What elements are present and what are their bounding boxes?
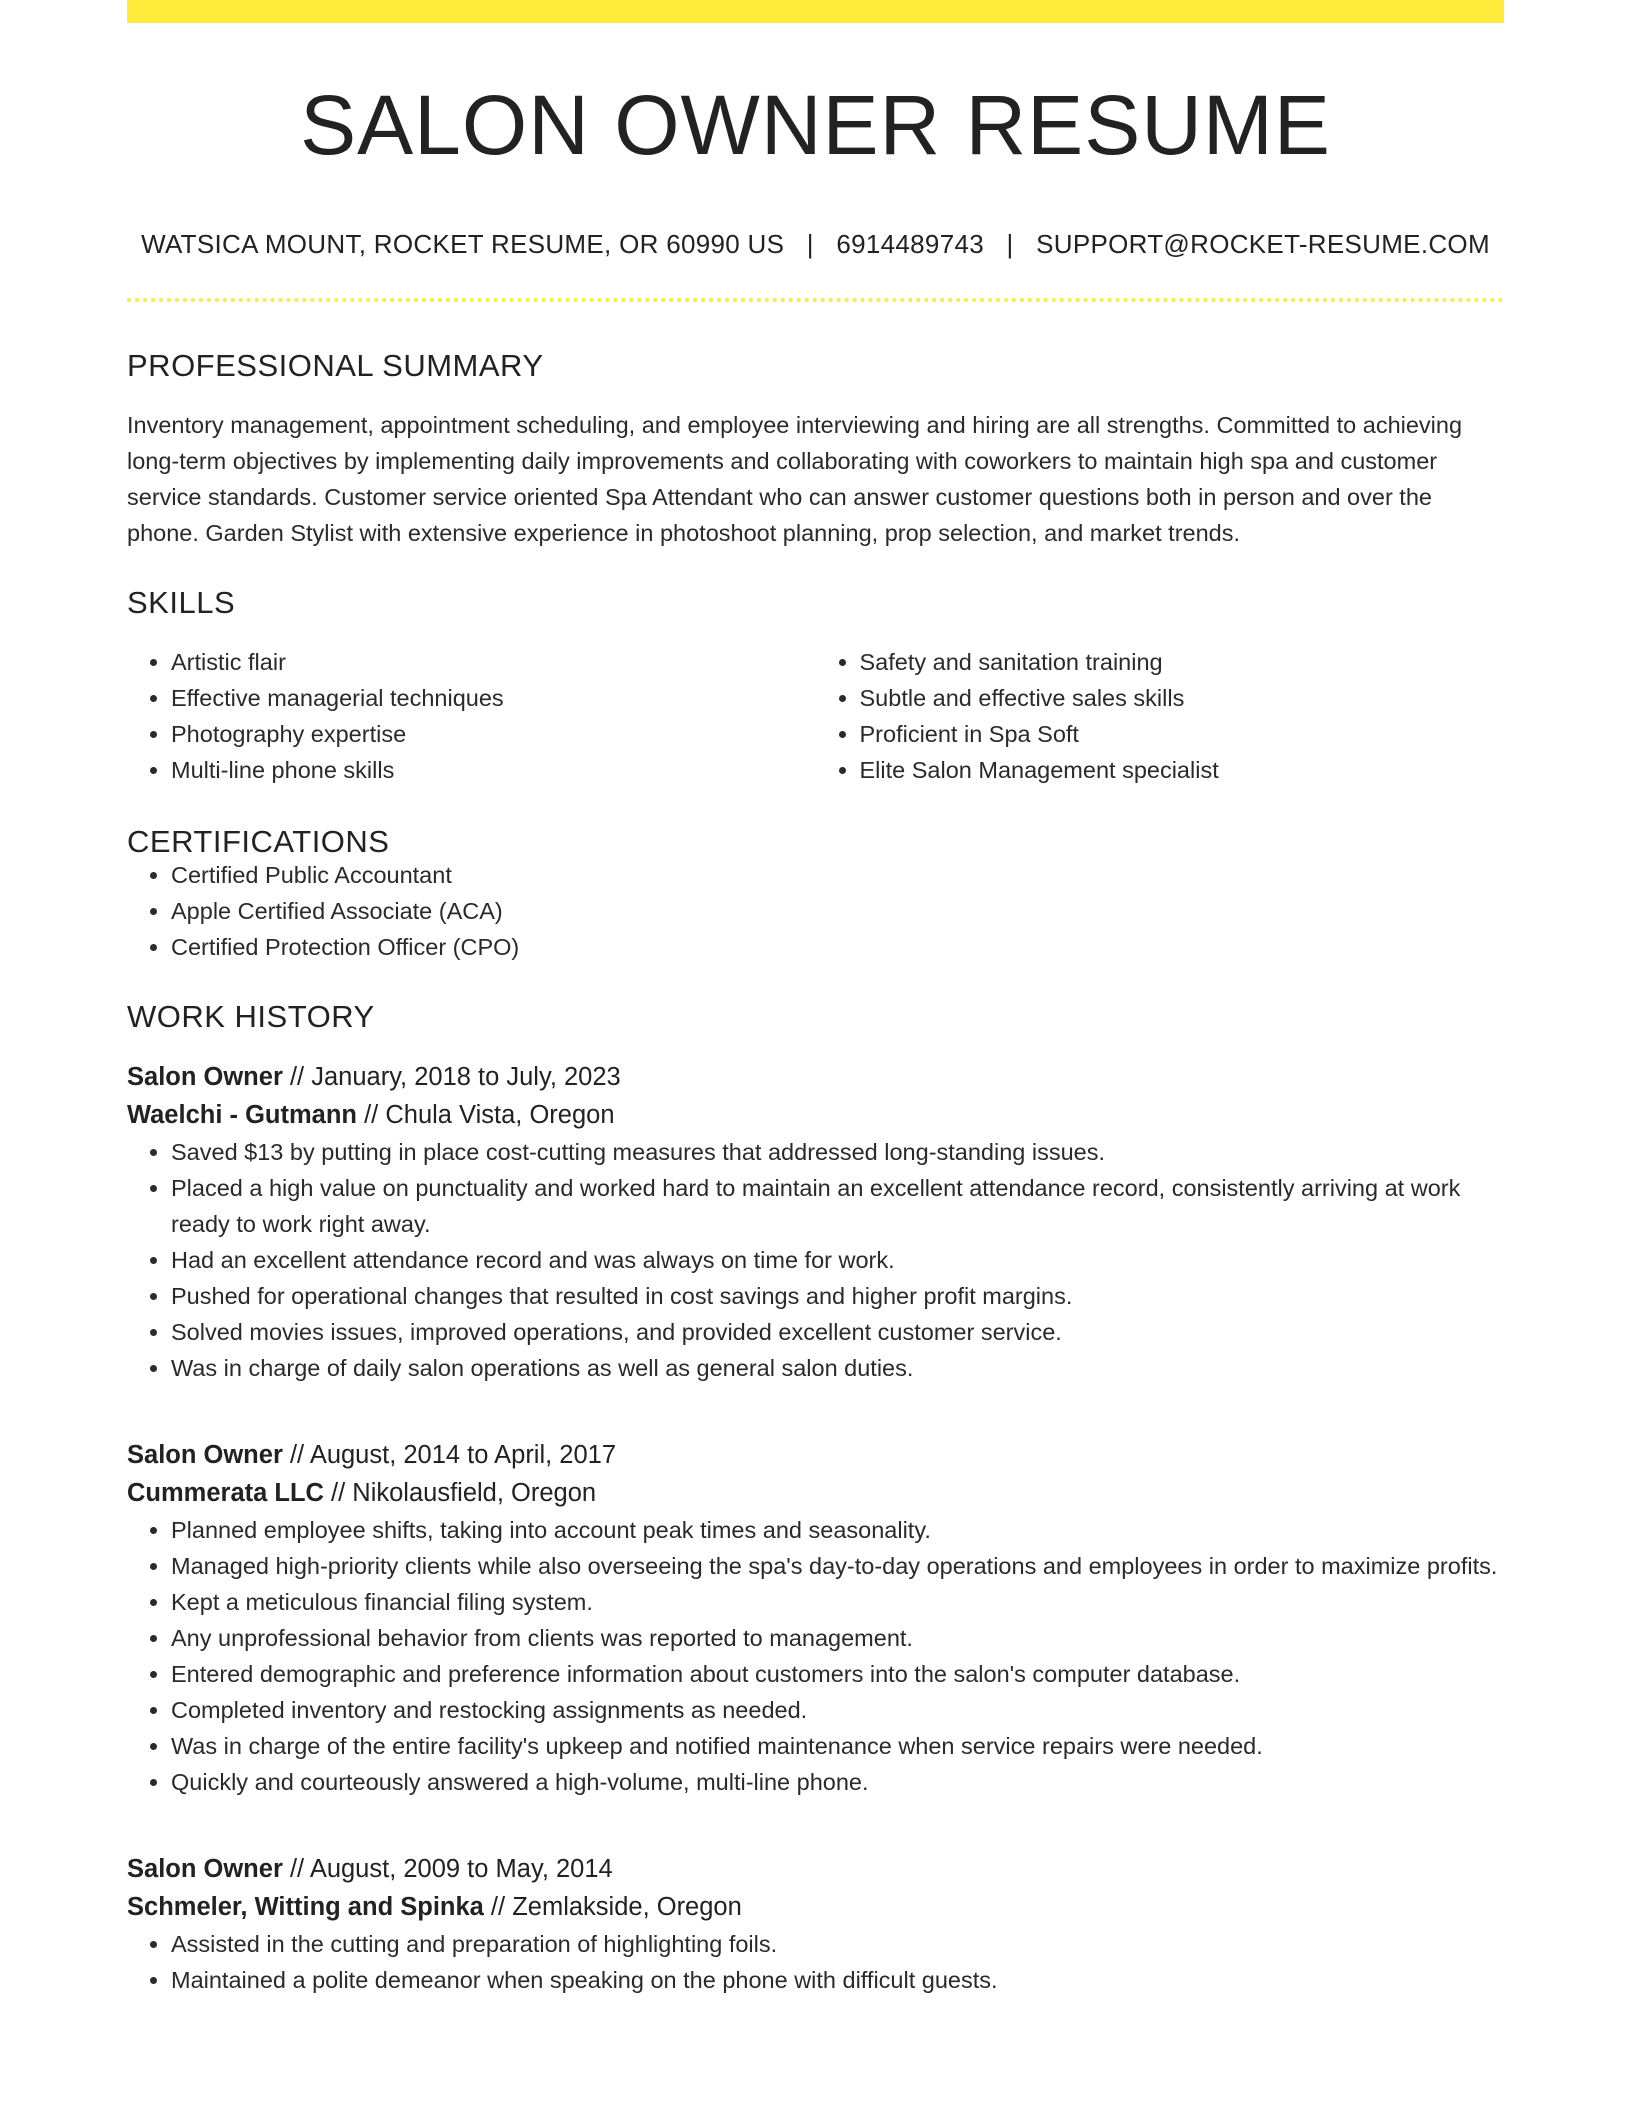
job-bullet: • Maintained a polite demeanor when speaking on the phone with difficult guests. bbox=[171, 1962, 1504, 1998]
skills-grid bbox=[127, 644, 1504, 788]
skill-item: • Photography expertise bbox=[171, 716, 816, 752]
job-location: Chula Vista, Oregon bbox=[385, 1101, 615, 1129]
job-divider: // bbox=[323, 1479, 353, 1507]
job-divider: // bbox=[357, 1101, 386, 1129]
job-dates: August, 2009 to May, 2014 bbox=[309, 1855, 613, 1883]
job-dates: August, 2014 to April, 2017 bbox=[309, 1441, 617, 1469]
summary-text: Inventory management, appointment scheduling, and employee interviewing and hiring are all strengths. Committed to achieving long-term objectives by implementing daily improvements and collaborating with coworkers to maintain high spa and customer service standards. Customer service oriented Spa Attendant who can answer customer questions both in person and over the phone. Garden Stylist with extensive experience in photoshoot planning, prop selection, and market trends. bbox=[127, 412, 1463, 546]
job-bullet: • Planned employee shifts, taking into account peak times and seasonality. bbox=[171, 1512, 1504, 1548]
job-bullet: • Placed a high value on punctuality and worked hard to maintain an excellent attendance record, consistently arriving at work ready to work right away. bbox=[171, 1170, 1504, 1242]
skill-item: • Subtle and effective sales skills bbox=[860, 680, 1505, 716]
skill-item: • Elite Salon Management specialist bbox=[860, 752, 1505, 788]
job-divider: // bbox=[282, 1441, 310, 1469]
job-bullet: • Quickly and courteously answered a high-volume, multi-line phone. bbox=[171, 1764, 1504, 1800]
certifications-heading: CERTIFICATIONS bbox=[127, 824, 390, 859]
job-bullet: • Completed inventory and restocking assignments as needed. bbox=[171, 1692, 1504, 1728]
job-bullets bbox=[127, 1926, 1504, 1998]
job-role: Salon Owner bbox=[127, 1441, 283, 1469]
skills-list-left bbox=[127, 644, 816, 788]
job-role-line bbox=[127, 1058, 1504, 1096]
skill-item: • Artistic flair bbox=[171, 644, 816, 680]
job-role: Salon Owner bbox=[127, 1063, 283, 1091]
certification-item: • Certified Protection Officer (CPO) bbox=[171, 929, 1504, 965]
job-company: Waelchi - Gutmann bbox=[127, 1101, 357, 1129]
job-entry bbox=[127, 1436, 1504, 1800]
job-bullet: • Was in charge of the entire facility's upkeep and notified maintenance when service repairs were needed. bbox=[171, 1728, 1504, 1764]
job-role-line bbox=[127, 1436, 1504, 1474]
job-bullet: • Pushed for operational changes that resulted in cost savings and higher profit margins. bbox=[171, 1278, 1504, 1314]
job-bullet: • Saved $13 by putting in place cost-cutting measures that addressed long-standing issues. bbox=[171, 1134, 1504, 1170]
job-entry bbox=[127, 1850, 1504, 1998]
contact-separator: | bbox=[1006, 229, 1014, 259]
skill-item: • Safety and sanitation training bbox=[860, 644, 1505, 680]
job-divider: // bbox=[282, 1855, 310, 1883]
skills-heading: SKILLS bbox=[127, 585, 236, 620]
job-bullet: • Had an excellent attendance record and was always on time for work. bbox=[171, 1242, 1504, 1278]
skill-item: • Proficient in Spa Soft bbox=[860, 716, 1505, 752]
job-entry bbox=[127, 1058, 1504, 1386]
job-bullet: • Entered demographic and preference information about customers into the salon's computer database. bbox=[171, 1656, 1504, 1692]
top-accent-bar bbox=[127, 0, 1504, 23]
job-bullet: • Assisted in the cutting and preparation of highlighting foils. bbox=[171, 1926, 1504, 1962]
header-divider bbox=[127, 298, 1504, 302]
job-location: Zemlakside, Oregon bbox=[512, 1893, 742, 1921]
skill-item: • Effective managerial techniques bbox=[171, 680, 816, 716]
job-company-line bbox=[127, 1888, 1504, 1926]
job-bullet: • Solved movies issues, improved operations, and provided excellent customer service. bbox=[171, 1314, 1504, 1350]
skill-item: • Multi-line phone skills bbox=[171, 752, 816, 788]
job-divider: // bbox=[483, 1893, 513, 1921]
job-bullet: • Managed high-priority clients while also overseeing the spa's day-to-day operations and employees in order to maximize profits. bbox=[171, 1548, 1504, 1584]
work-history-heading: WORK HISTORY bbox=[127, 999, 375, 1034]
certification-item: • Certified Public Accountant bbox=[171, 857, 1504, 893]
skills-list-right bbox=[816, 644, 1505, 788]
job-role-line bbox=[127, 1850, 1504, 1888]
job-bullet: • Kept a meticulous financial filing system. bbox=[171, 1584, 1504, 1620]
job-company: Cummerata LLC bbox=[127, 1479, 324, 1507]
job-role: Salon Owner bbox=[127, 1855, 283, 1883]
job-company-line bbox=[127, 1096, 1504, 1134]
contact-phone[interactable]: 6914489743 bbox=[836, 229, 984, 259]
resume-page bbox=[127, 0, 1504, 1998]
job-bullet: • Was in charge of daily salon operations as well as general salon duties. bbox=[171, 1350, 1504, 1386]
job-divider: // bbox=[282, 1063, 312, 1091]
job-company-line bbox=[127, 1474, 1504, 1512]
job-bullet: • Any unprofessional behavior from clients was reported to management. bbox=[171, 1620, 1504, 1656]
contact-address: WATSICA MOUNT, ROCKET RESUME, OR 60990 US bbox=[141, 229, 785, 259]
resume-title: SALON OWNER RESUME bbox=[300, 78, 1331, 172]
certifications-list bbox=[127, 857, 1504, 965]
summary-heading: PROFESSIONAL SUMMARY bbox=[127, 348, 544, 383]
job-bullets bbox=[127, 1134, 1504, 1386]
contact-email[interactable]: SUPPORT@ROCKET-RESUME.COM bbox=[1036, 229, 1490, 259]
contact-separator: | bbox=[806, 229, 814, 259]
job-location: Nikolausfield, Oregon bbox=[352, 1479, 597, 1507]
contact-line bbox=[127, 229, 1504, 260]
job-company: Schmeler, Witting and Spinka bbox=[127, 1893, 484, 1921]
certification-item: • Apple Certified Associate (ACA) bbox=[171, 893, 1504, 929]
job-bullets bbox=[127, 1512, 1504, 1800]
job-dates: January, 2018 to July, 2023 bbox=[311, 1063, 621, 1091]
